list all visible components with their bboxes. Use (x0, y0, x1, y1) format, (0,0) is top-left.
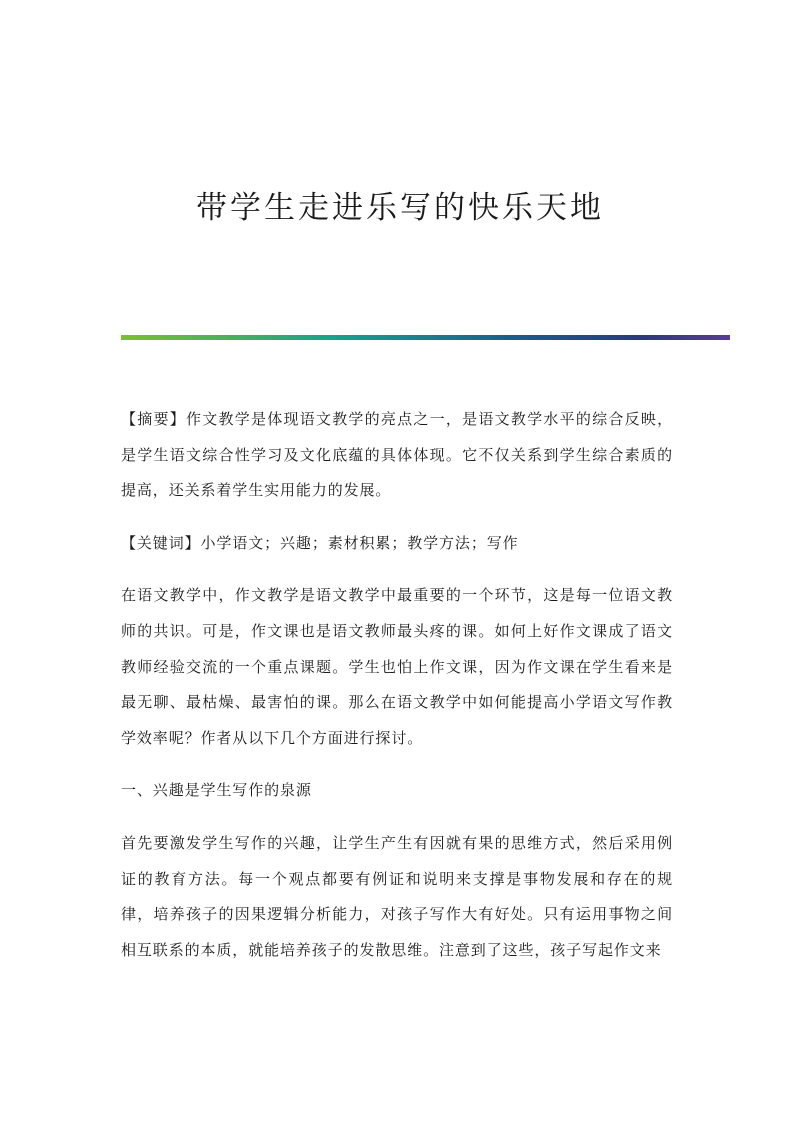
section-body-paragraph: 首先要激发学生写作的兴趣，让学生产生有因就有果的思维方式，然后采用例证的教育方法。每一个观点都要有例证和说明来支撑是事物发展和存在的规律，培养孩子的因果逻辑分析能力，对孩子写作大有好处。只有运用事物之间相互联系的本质，就能培养孩子的发散思维。注意到了这些，孩子写起作文来 (121, 833, 673, 959)
keywords-label: 【关键词】 (121, 533, 201, 552)
keywords-text: 小学语文；兴趣；素材积累；教学方法；写作 (200, 533, 519, 552)
abstract-label: 【摘要】 (121, 410, 186, 428)
keywords-paragraph (121, 526, 673, 562)
document-body (121, 402, 673, 985)
section-heading: 一、兴趣是学生写作的泉源 (121, 781, 312, 800)
title-divider (121, 335, 730, 340)
abstract-text: 作文教学是体现语文教学的亮点之一，是语文教学水平的综合反映，是学生语文综合性学习及文化底蕴的具体体现。它不仅关系到学生综合素质的提高，还关系着学生实用能力的发展。 (121, 410, 673, 500)
abstract-paragraph (121, 402, 673, 509)
intro-paragraph: 在语文教学中，作文教学是语文教学中最重要的一个环节，这是每一位语文教师的共识。可是，作文课也是语文教师最头疼的课。如何上好作文课成了语文教师经验交流的一个重点课题。学生也怕上作文课，因为作文课在学生看来是最无聊、最枯燥、最害怕的课。那么在语文教学中如何能提高小学语文写作教学效率呢？作者从以下几个方面进行探讨。 (121, 586, 673, 747)
document-title: 带学生走进乐写的快乐天地 (196, 190, 604, 226)
